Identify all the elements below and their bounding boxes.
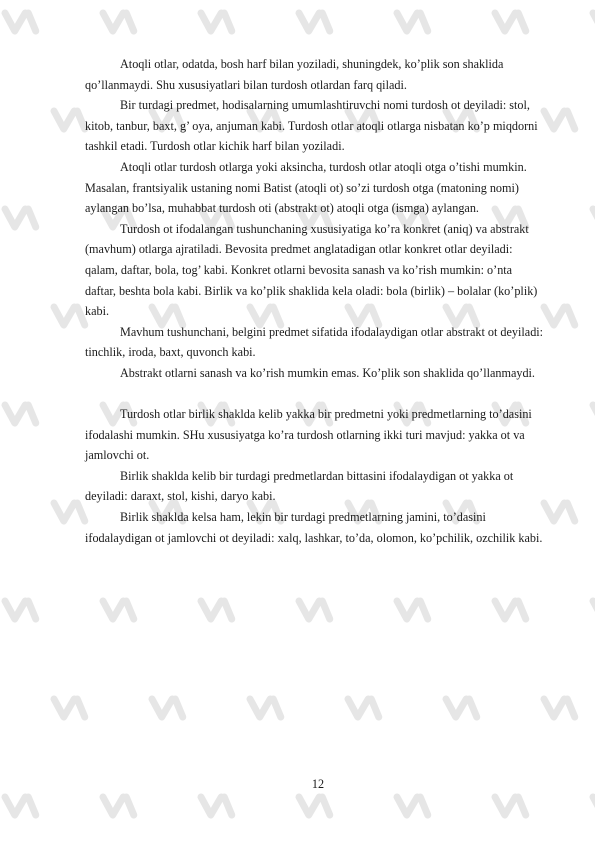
watermark-mark — [103, 13, 134, 31]
watermark-mark — [5, 209, 36, 227]
watermark-mark — [495, 797, 526, 815]
watermark-mark — [397, 797, 428, 815]
paragraph: Mavhum tushunchani, belgini predmet sifatida ifodalaydigan otlar abstrakt ot deyiladi: tinchlik, iroda, baxt, quvonch kabi. — [85, 324, 544, 360]
watermark-mark — [5, 601, 36, 619]
watermark-mark — [495, 601, 526, 619]
watermark-mark — [446, 699, 477, 717]
watermark-mark — [5, 13, 36, 31]
watermark-mark — [495, 13, 526, 31]
watermark-mark — [544, 503, 575, 521]
page-number: 12 — [311, 777, 325, 791]
watermark-mark — [54, 307, 85, 325]
paragraph: Turdosh otlar birlik shaklda kelib yakka bir predmetni yoki predmetlarning to’dasini ifodalashi mumkin. SHu xususiyatga ko’ra turdosh otlarning ikki turi mavjud: yakka ot va jamlovchi ot. — [85, 407, 532, 463]
watermark-mark — [201, 13, 232, 31]
watermark-mark — [544, 111, 575, 129]
paragraph: Atoqli otlar, odatda, bosh harf bilan yoziladi, shuningdek, ko’plik son shaklida qo’llanmaydi. Shu xususiyatlari bilan turdosh otlardan farq qiladi. — [85, 57, 504, 92]
watermark-mark — [54, 503, 85, 521]
watermark-mark — [348, 699, 379, 717]
watermark-mark — [397, 601, 428, 619]
paragraph: Birlik shaklda kelib bir turdagi predmetlardan bittasini ifodalaydigan ot yakka ot deyiladi: daraxt, stol, kishi, daryo kabi. — [85, 468, 514, 504]
watermark-mark — [5, 797, 36, 815]
paragraph: Turdosh ot ifodalangan tushunchaning xususiyatiga ko’ra konkret (aniq) va abstrakt (mavhum) otlarga ajratiladi. Bevosita predmet anglatadigan otlar konkret otlar deyiladi: qalam, daftar, bola, tog’ kabi. Konkret otlarni bevosita sanash va ko’rish mumkin: o’nta daftar, beshta bola kabi. Birlik va ko’plik shaklida kela oladi: bola (birlik) – bolalar (ko’plik) kabi. — [85, 221, 538, 319]
document-body — [85, 54, 545, 548]
watermark-mark — [544, 307, 575, 325]
watermark-mark — [103, 601, 134, 619]
watermark-mark — [299, 797, 330, 815]
watermark-mark — [299, 601, 330, 619]
watermark-mark — [54, 111, 85, 129]
paragraph: Abstrakt otlarni sanash va ko’rish mumkin emas. Ko’plik son shaklida qo’llanmaydi. — [120, 365, 535, 380]
paragraph: Birlik shaklda kelsa ham, lekin bir turdagi predmetlarning jamini, to’dasini ifodalaydigan ot jamlovchi ot deyiladi: xalq, lashkar, to’da, olomon, ko’pchilik, ozchilik kabi. — [85, 510, 543, 545]
watermark-mark — [54, 699, 85, 717]
watermark-mark — [5, 405, 36, 423]
watermark-mark — [397, 13, 428, 31]
watermark-mark — [152, 699, 183, 717]
paragraph-gap — [85, 384, 545, 405]
watermark-mark — [201, 601, 232, 619]
paragraph: Bir turdagi predmet, hodisalarning umumlashtiruvchi nomi turdosh ot deyiladi: stol, kitob, tanbur, baxt, g’ oya, anjuman kabi. Turdosh otlar atoqli otlarga nisbatan ko’p miqdorni tashkil etadi. Turdosh otlar kichik harf bilan yoziladi. — [85, 98, 538, 154]
watermark-mark — [103, 797, 134, 815]
watermark-mark — [201, 797, 232, 815]
watermark-mark — [544, 699, 575, 717]
watermark-mark — [299, 13, 330, 31]
watermark-mark — [250, 699, 281, 717]
paragraph: Atoqli otlar turdosh otlarga yoki aksincha, turdosh otlar atoqli otga o’tishi mumkin. Masalan, frantsiyalik ustaning nomi Batist (atoqli ot) so’zi turdosh otga (matoning nomi) aylangan bo’lsa, muhabbat turdosh oti (abstrakt ot) atoqli otga (ismga) aylangan. — [85, 159, 527, 216]
